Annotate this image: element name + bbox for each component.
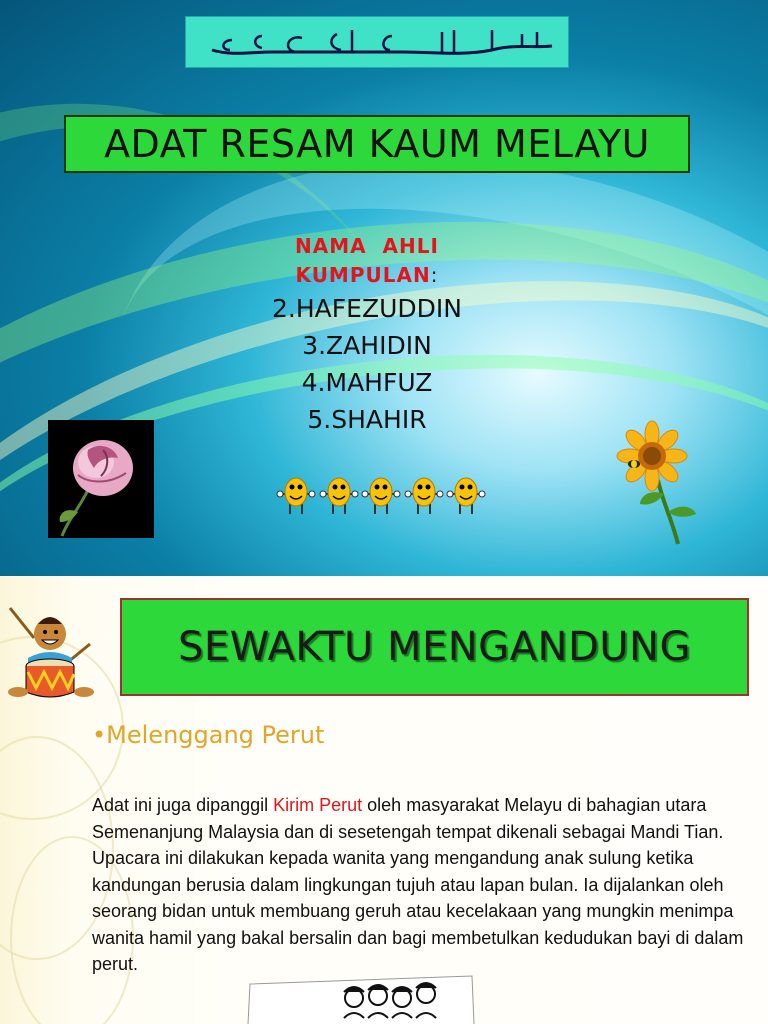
people-image xyxy=(244,974,476,1024)
member-name: 3.ZAHIDIN xyxy=(302,331,432,360)
member-name: 4.MAHFUZ xyxy=(301,368,433,397)
paragraph-text: Adat ini juga dipanggil xyxy=(92,795,274,815)
members-heading-line1: NAMA AHLI xyxy=(295,234,439,258)
smiley-icon xyxy=(361,474,401,516)
paragraph-highlight: Kirim Perut xyxy=(273,795,363,815)
page-title: ADAT RESAM KAUM MELAYU xyxy=(104,122,650,166)
members-heading xyxy=(200,232,534,290)
member-name: 2.HAFEZUDDIN xyxy=(272,294,462,323)
member-name: 5.SHAHIR xyxy=(307,405,427,434)
title-box xyxy=(64,115,690,173)
description-paragraph xyxy=(92,792,764,978)
sunflower-image xyxy=(612,420,702,546)
smileys-row xyxy=(276,474,486,516)
section-heading-box xyxy=(120,598,749,696)
smiley-icon xyxy=(276,474,316,516)
drummer-image xyxy=(4,598,96,702)
paragraph-text: oleh masyarakat Melayu di bahagian utara Semenanjung Malaysia dan di sesetengah tempat dikenali sebagai Mandi Tian. Upacara ini dilakukan kepada wanita yang mengandung anak sulung ketika kandungan berusia dalam lingkungan tujuh atau lapan bulan. Ia dijalankan oleh seorang bidan untuk membuang geruh atau kecelakaan yang mungkin menimpa wanita hamil yang bakal bersalin dan bagi membetulkan kedudukan bayi di dalam perut. xyxy=(92,795,744,974)
members-block xyxy=(200,232,534,438)
section-heading: SEWAKTU MENGANDUNG xyxy=(178,624,691,670)
members-heading-colon: : xyxy=(430,263,439,287)
rose-image xyxy=(48,420,154,538)
bullet-item: •Melenggang Perut xyxy=(92,721,325,749)
members-heading-line2: KUMPULAN xyxy=(295,263,431,287)
smiley-icon xyxy=(319,474,359,516)
slide-2 xyxy=(0,576,768,1024)
bismillah-banner xyxy=(185,16,569,68)
calligraphy-image xyxy=(192,22,562,62)
smiley-icon xyxy=(404,474,444,516)
smiley-icon xyxy=(446,474,486,516)
